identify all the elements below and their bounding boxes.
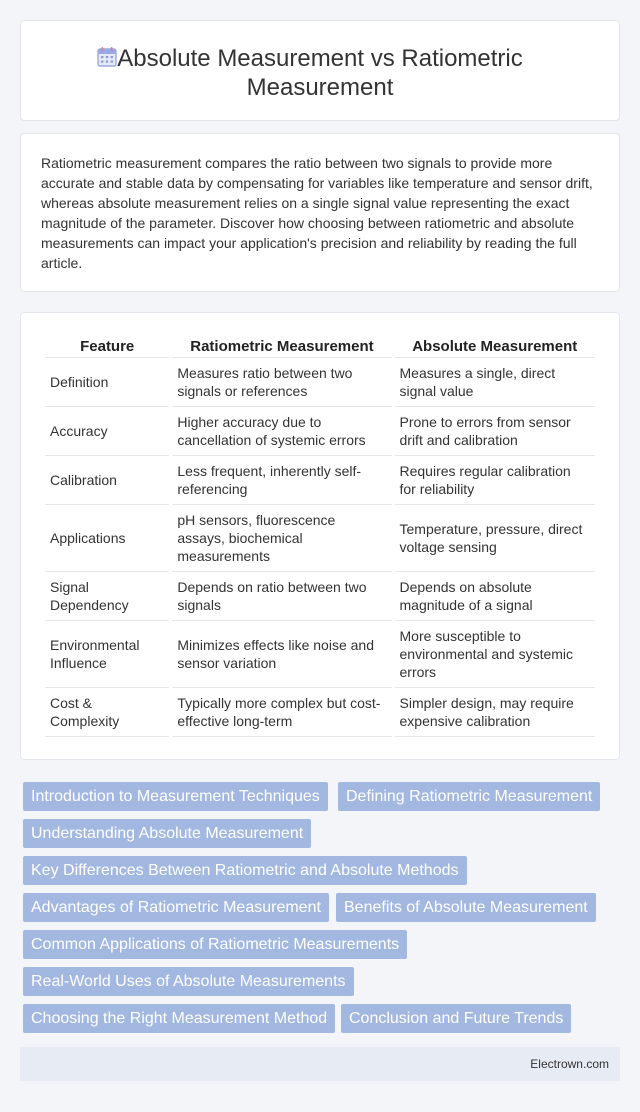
cell-ratiometric: Typically more complex but cost-effective long-term bbox=[172, 688, 391, 737]
page-title bbox=[21, 44, 619, 102]
cell-ratiometric: Higher accuracy due to cancellation of systemic errors bbox=[172, 407, 391, 456]
tag-conclusion[interactable]: Conclusion and Future Trends bbox=[341, 1004, 571, 1033]
title-card bbox=[20, 20, 620, 121]
page-title-line2: Measurement bbox=[246, 74, 394, 101]
cell-feature: Definition bbox=[45, 358, 169, 407]
table-row bbox=[45, 505, 595, 572]
table-row bbox=[45, 358, 595, 407]
tag-common-applications[interactable]: Common Applications of Ratiometric Measurements bbox=[23, 930, 407, 959]
cell-absolute: Prone to errors from sensor drift and calibration bbox=[395, 407, 596, 456]
cell-feature: Cost & Complexity bbox=[45, 688, 169, 737]
cell-feature: Applications bbox=[45, 505, 169, 572]
table-row bbox=[45, 621, 595, 688]
cell-absolute: Depends on absolute magnitude of a signal bbox=[395, 572, 596, 621]
column-header-ratiometric: Ratiometric Measurement bbox=[172, 334, 391, 358]
comparison-table-card bbox=[20, 312, 620, 760]
cell-ratiometric: Less frequent, inherently self-referencing bbox=[172, 456, 391, 505]
tag-defining-ratiometric[interactable]: Defining Ratiometric Measurement bbox=[338, 782, 600, 811]
tag-understanding-absolute[interactable]: Understanding Absolute Measurement bbox=[23, 819, 311, 848]
cell-absolute: More susceptible to environmental and systemic errors bbox=[395, 621, 596, 688]
cell-feature: Environmental Influence bbox=[45, 621, 169, 688]
cell-feature: Calibration bbox=[45, 456, 169, 505]
footer bbox=[20, 1047, 620, 1081]
tag-advantages-ratiometric[interactable]: Advantages of Ratiometric Measurement bbox=[23, 893, 329, 922]
column-header-absolute: Absolute Measurement bbox=[395, 334, 596, 358]
tag-real-world-uses[interactable]: Real-World Uses of Absolute Measurements bbox=[23, 967, 354, 996]
table-row bbox=[45, 688, 595, 737]
table-row bbox=[45, 572, 595, 621]
page-title-line1: Absolute Measurement vs Ratiometric bbox=[117, 45, 523, 72]
table-header-row bbox=[45, 334, 595, 358]
intro-paragraph: Ratiometric measurement compares the ratio between two signals to provide more accurate and stable data by compensating for variables like temperature and sensor drift, whereas absolute measurement relies on a single signal value representing the exact magnitude of the parameter. Discover how choosing between ratiometric and absolute measurements can impact your application's precision and reliability by reading the full article. bbox=[41, 155, 593, 271]
cell-ratiometric: pH sensors, fluorescence assays, biochemical measurements bbox=[172, 505, 391, 572]
cell-ratiometric: Measures ratio between two signals or references bbox=[172, 358, 391, 407]
cell-absolute: Requires regular calibration for reliability bbox=[395, 456, 596, 505]
tag-introduction[interactable]: Introduction to Measurement Techniques bbox=[23, 782, 328, 811]
tag-key-differences[interactable]: Key Differences Between Ratiometric and Absolute Methods bbox=[23, 856, 467, 885]
tag-benefits-absolute[interactable]: Benefits of Absolute Measurement bbox=[336, 893, 596, 922]
cell-absolute: Temperature, pressure, direct voltage sensing bbox=[395, 505, 596, 572]
tag-choosing-method[interactable]: Choosing the Right Measurement Method bbox=[23, 1004, 335, 1033]
table-row bbox=[45, 407, 595, 456]
cell-feature: Signal Dependency bbox=[45, 572, 169, 621]
cell-feature: Accuracy bbox=[45, 407, 169, 456]
intro-card bbox=[20, 133, 620, 292]
cell-absolute: Measures a single, direct signal value bbox=[395, 358, 596, 407]
table-row bbox=[45, 456, 595, 505]
comparison-table bbox=[42, 334, 598, 737]
cell-absolute: Simpler design, may require expensive calibration bbox=[395, 688, 596, 737]
cell-ratiometric: Depends on ratio between two signals bbox=[172, 572, 391, 621]
footer-site-link[interactable]: Electrown.com bbox=[530, 1057, 609, 1071]
cell-ratiometric: Minimizes effects like noise and sensor variation bbox=[172, 621, 391, 688]
column-header-feature: Feature bbox=[45, 334, 169, 358]
